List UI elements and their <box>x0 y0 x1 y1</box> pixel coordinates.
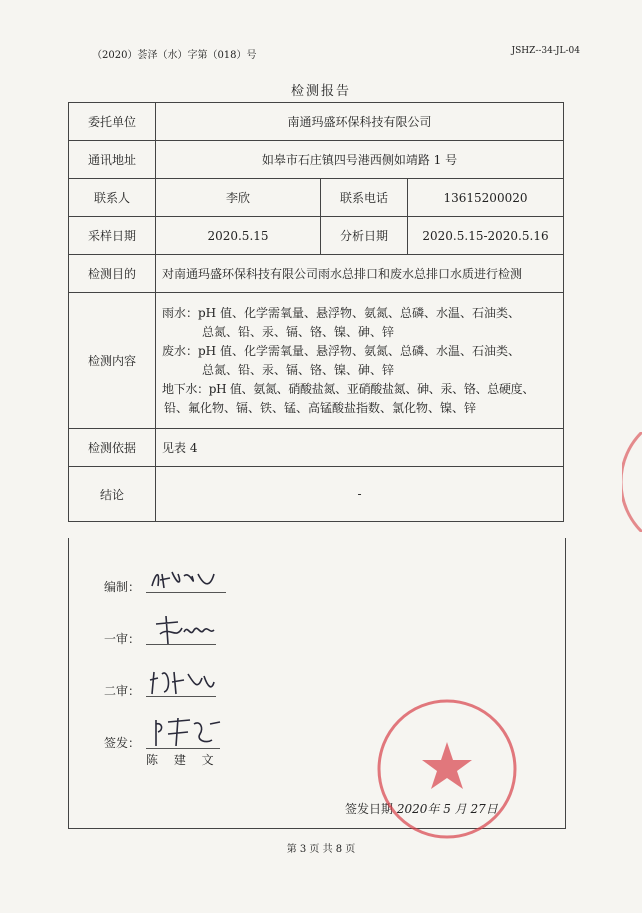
content-line: 地下水：pH 值、氨氮、硝酸盐氮、亚硝酸盐氮、砷、汞、铬、总硬度、 <box>162 381 535 396</box>
issue-date-label: 签发日期 <box>345 802 394 816</box>
seal-edge-mark <box>622 432 642 532</box>
row-basis <box>69 429 564 467</box>
purpose-label: 检测目的 <box>69 255 156 293</box>
purpose-value: 对南通玛盛环保科技有限公司雨水总排口和废水总排口水质进行检测 <box>156 255 564 293</box>
review1-label: 一审： <box>104 632 141 646</box>
issuer-label: 签发： <box>104 736 141 750</box>
contact-value: 李欣 <box>156 179 321 217</box>
issuer-signature <box>150 714 224 750</box>
reviewer1-signature <box>150 612 218 646</box>
analysis-value: 2020.5.15-2020.5.16 <box>408 217 564 255</box>
basis-value: 见表 4 <box>156 429 564 467</box>
content-line: 总氮、铅、汞、镉、铬、镍、砷、锌 <box>202 324 395 339</box>
form-code: JSHZ--34-JL-04 <box>511 46 580 56</box>
compiler-signature <box>148 566 218 594</box>
company-seal <box>372 694 522 844</box>
row-conclusion <box>69 467 564 522</box>
row-purpose <box>69 255 564 293</box>
content-line: 总氮、铅、汞、镉、铬、镍、砷、锌 <box>202 362 395 377</box>
analysis-label: 分析日期 <box>321 217 408 255</box>
row-address <box>69 141 564 179</box>
sampling-value: 2020.5.15 <box>156 217 321 255</box>
row-sampling <box>69 217 564 255</box>
report-number: （2020）荟泽（水）字第（018）号 <box>92 50 257 61</box>
issue-date-value: 2020年 5 月 27日 <box>396 802 498 816</box>
sampling-label: 采样日期 <box>69 217 156 255</box>
row-contact <box>69 179 564 217</box>
compile-label: 编制： <box>104 580 141 594</box>
content-label: 检测内容 <box>69 293 156 429</box>
reviewer2-signature <box>148 664 216 698</box>
row-content <box>69 293 564 429</box>
content-line: 铅、氟化物、镉、铁、锰、高锰酸盐指数、氯化物、镍、锌 <box>164 400 477 415</box>
review2-label: 二审： <box>104 684 141 698</box>
contact-label: 联系人 <box>69 179 156 217</box>
address-value: 如皋市石庄镇四号港西侧如靖路 1 号 <box>156 141 564 179</box>
content-line: 雨水：pH 值、化学需氧量、悬浮物、氨氮、总磷、水温、石油类、 <box>162 305 520 320</box>
phone-value: 13615200020 <box>408 179 564 217</box>
report-table <box>68 102 564 522</box>
basis-label: 检测依据 <box>69 429 156 467</box>
issuer-printed-name: 陈 建 文 <box>146 753 220 767</box>
conclusion-value: - <box>156 467 564 522</box>
content-line: 废水：pH 值、化学需氧量、悬浮物、氨氮、总磷、水温、石油类、 <box>162 343 520 358</box>
page-footer: 第 3 页 共 8 页 <box>286 844 356 855</box>
client-value: 南通玛盛环保科技有限公司 <box>156 103 564 141</box>
row-client <box>69 103 564 141</box>
client-label: 委托单位 <box>69 103 156 141</box>
content-value <box>156 293 564 429</box>
phone-label: 联系电话 <box>321 179 408 217</box>
conclusion-label: 结论 <box>69 467 156 522</box>
page-title: 检测报告 <box>290 84 351 99</box>
address-label: 通讯地址 <box>69 141 156 179</box>
